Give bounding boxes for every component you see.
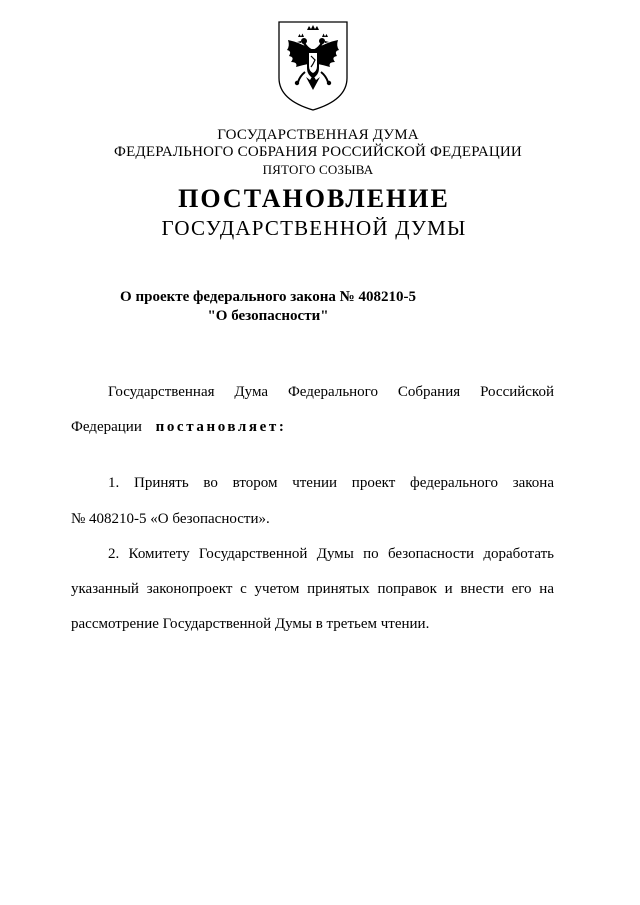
resolution-keyword: постановляет: [155,419,287,435]
preamble-line-2 [71,418,554,436]
header-line-duma: ГОСУДАРСТВЕННАЯ ДУМА [217,127,419,143]
document-issuer: ГОСУДАРСТВЕННОЙ ДУМЫ [161,216,467,240]
document-type: ПОСТАНОВЛЕНИЕ [178,184,450,213]
item-2-line-3: рассмотрение Государственной Думы в третьем чтении. [71,616,430,632]
coat-of-arms-icon [276,20,350,112]
item-2-line-2: указанный законопроект с учетом принятых поправок и внести его на [71,581,554,597]
subject-line-1: О проекте федерального закона № 408210-5 [120,289,416,305]
subject-line-2: "О безопасности" [207,308,329,324]
header-line-convocation: ПЯТОГО СОЗЫВА [262,162,374,177]
item-1-line-1: 1. Принять во втором чтении проект федерального закона [108,475,554,491]
item-1-line-2: № 408210-5 «О безопасности». [71,511,270,527]
document-subject [0,288,536,326]
preamble-federation: Федерации [71,419,142,435]
header-line-assembly: ФЕДЕРАЛЬНОГО СОБРАНИЯ РОССИЙСКОЙ ФЕДЕРАЦИИ [114,144,522,160]
issuer-header [0,127,636,178]
item-2-line-1: 2. Комитету Государственной Думы по безопасности доработать [108,546,554,562]
preamble-line-1: Государственная Дума Федерального Собрания Российской [108,384,554,400]
